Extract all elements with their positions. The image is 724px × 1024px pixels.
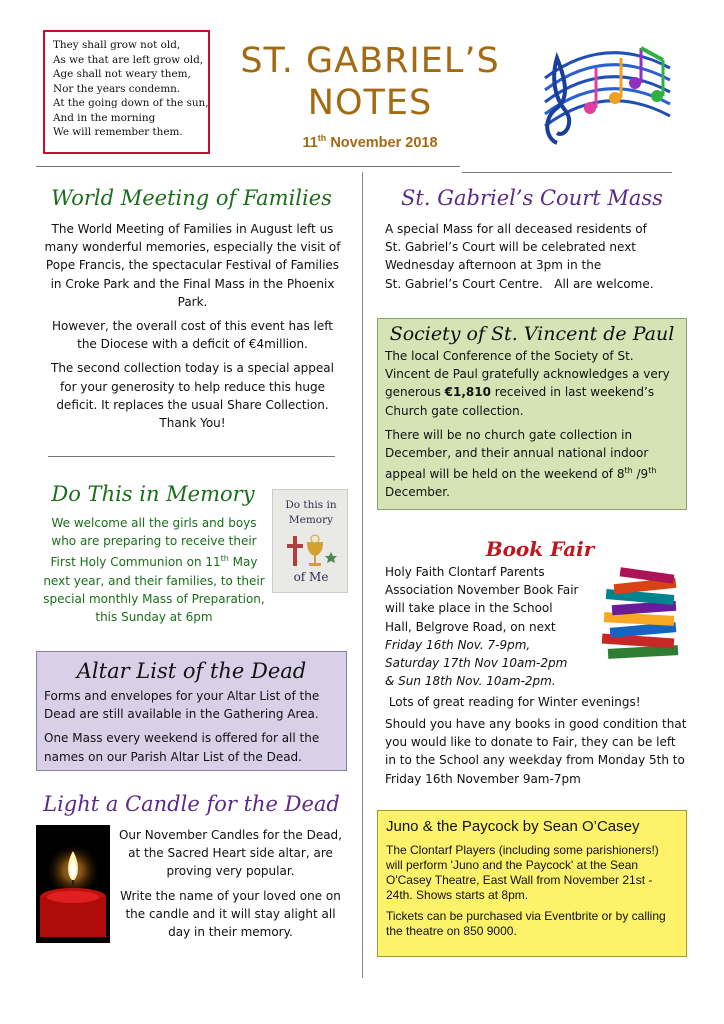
wmof-heading: World Meeting of Families xyxy=(51,186,332,210)
poem-line: Nor the years condemn. xyxy=(53,82,181,95)
wmof-paragraph: The second collection today is a special appeal for your generosity to help reduce this huge deficit. It replaces the usual Share Collection. Thank You! xyxy=(51,361,334,431)
bookfair-heading: Book Fair xyxy=(485,537,595,561)
poem-line: Age shall not weary them, xyxy=(53,68,191,80)
juno-box xyxy=(377,810,687,957)
altar-paragraph: Forms and envelopes for your Altar List of the Dead are still available in the Gathering Area. xyxy=(44,689,320,722)
svp-amount: €1,810 xyxy=(444,385,491,400)
court-line: St. Gabriel’s Court Centre. All are welcome. xyxy=(385,276,654,291)
red-candle-image xyxy=(36,825,110,943)
title-line-2: NOTES xyxy=(307,83,433,123)
svp-text: The local Conference of the Society of St. Vincent de Paul gratefully acknowledges a very generous xyxy=(385,349,670,400)
poem-line: As we that are left grow old, xyxy=(53,53,204,66)
memory-text-sup: th xyxy=(220,554,229,564)
bookfair-line: will take place in the School xyxy=(385,601,553,616)
candle-paragraph: Our November Candles for the Dead, at the Sacred Heart side altar, are proving very popular. xyxy=(118,828,342,879)
court-line: A special Mass for all deceased residents of xyxy=(385,222,647,236)
svp-box xyxy=(377,318,687,510)
chalice-cross-icon xyxy=(285,534,337,568)
wmof-paragraph: However, the overall cost of this event has left the Diocese with a deficit of €4million. xyxy=(52,319,333,352)
court-mass-body xyxy=(385,220,685,293)
title-line-1: ST. GABRIEL’S xyxy=(240,41,500,81)
svp-sup: th xyxy=(648,466,657,476)
candle-paragraph: Write the name of your loved one on the candle and it will stay alight all day in their memory. xyxy=(120,888,341,940)
altar-list-box xyxy=(36,651,347,771)
bookfair-line: Friday 16th Nov. 7-9pm, xyxy=(385,637,531,652)
image-caption-line: Do this in xyxy=(285,499,337,511)
poem-line: At the going down of the sun, xyxy=(53,97,209,109)
image-caption-line: of Me xyxy=(293,570,329,584)
court-line: St. Gabriel’s Court will be celebrated next xyxy=(385,240,637,255)
svp-text: December. xyxy=(385,485,450,500)
svp-date: 8 xyxy=(616,467,625,482)
header-divider-right xyxy=(462,172,672,173)
wmof-paragraph: The World Meeting of Families in August left us many wonderful memories, especially the visit of Pope Francis, the spectacular Festival of Families in Croke Park and the Final Mass in the Phoenix Park. xyxy=(44,222,341,309)
bookfair-line: Association November Book Fair xyxy=(385,583,579,598)
do-this-in-memory-image xyxy=(272,489,348,593)
memory-heading: Do This in Memory xyxy=(51,482,255,506)
music-notes-icon xyxy=(535,38,675,156)
bookfair-line: Holy Faith Clontarf Parents xyxy=(385,565,545,579)
svp-heading: Society of St. Vincent de Paul xyxy=(389,323,675,345)
memory-text: We welcome all the girls and boys who are preparing to receive their First Holy Communion on 11 xyxy=(50,516,257,570)
poem-line: We will remember them. xyxy=(53,126,183,138)
bookfair-line: Lots of great reading for Winter evenings! xyxy=(385,695,641,709)
bookfair-line: & Sun 18th Nov. 10am-2pm. xyxy=(385,674,556,689)
poem-line: And in the morning xyxy=(53,111,156,124)
column-divider xyxy=(362,172,363,978)
memory-text: May next year, and their families, to their special monthly Mass of Preparation, this Sunday at 6pm xyxy=(43,555,265,625)
newsletter-title xyxy=(225,40,515,124)
svp-text: received in last weekend’s Church gate collection. xyxy=(385,385,655,418)
issue-date xyxy=(225,133,515,151)
altar-paragraph: One Mass every weekend is offered for all the names on our Parish Altar List of the Dead. xyxy=(44,731,320,764)
bookfair-line: Saturday 17th Nov 10am-2pm xyxy=(385,656,568,671)
remembrance-poem-box xyxy=(43,30,210,154)
book-stack-icon xyxy=(590,565,688,663)
date-suffix: th xyxy=(317,133,327,143)
svp-paragraph xyxy=(385,426,680,502)
image-caption-line: Memory xyxy=(288,514,334,526)
candle-heading: Light a Candle for the Dead xyxy=(43,792,340,816)
candle-body xyxy=(114,826,347,947)
court-mass-heading: St. Gabriel’s Court Mass xyxy=(401,186,663,210)
header-divider-left xyxy=(36,166,460,167)
altar-heading: Altar List of the Dead xyxy=(76,659,307,683)
bookfair-lines xyxy=(385,563,595,690)
section-divider xyxy=(48,456,335,457)
date-day: 11 xyxy=(302,134,318,151)
svp-date: /9 xyxy=(632,467,649,482)
bookfair-line: Hall, Belgrove Road, on next xyxy=(385,619,556,634)
wmof-body xyxy=(44,220,341,438)
juno-paragraph: The Clontarf Players (including some parishioners!) will perform 'Juno and the Paycock' at the Sean O'Casey Theatre, East Wall from November 21st - 24th. Shows starts at 8pm. xyxy=(386,843,659,902)
svp-paragraph xyxy=(385,347,680,420)
juno-heading: Juno & the Paycock by Sean O’Casey xyxy=(386,818,640,835)
juno-paragraph: Tickets can be purchased via Eventbrite or by calling the theatre on 850 9000. xyxy=(386,909,666,938)
poem-line: They shall grow not old, xyxy=(53,39,181,51)
memory-body xyxy=(40,514,268,626)
svp-text: There will be no church gate collection in December, and their annual national indoor appeal will be held on the weekend of xyxy=(385,427,649,482)
court-line: Wednesday afternoon at 3pm in the xyxy=(385,258,602,273)
svp-sup: th xyxy=(624,466,633,476)
bookfair-paragraph: Should you have any books in good condition that you would like to donate to Fair, they can be left in to the School any weekday from Monday 5th to Friday 16th November 9am-7pm xyxy=(385,717,687,786)
date-rest: November 2018 xyxy=(326,134,438,151)
